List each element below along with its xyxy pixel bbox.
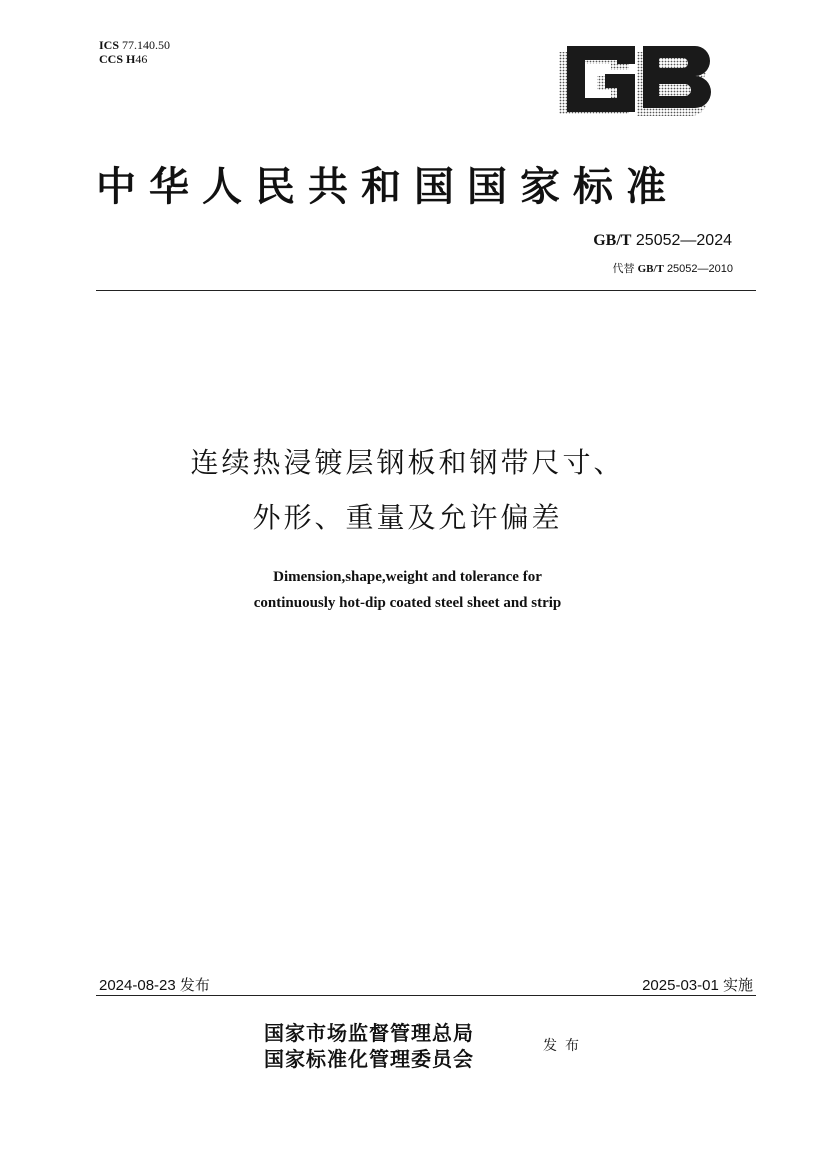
replaces-prefix: GB/T	[637, 263, 664, 275]
implementation-date	[642, 974, 753, 995]
bottom-divider	[96, 995, 756, 996]
classification-codes	[99, 38, 170, 66]
issue-date	[99, 974, 210, 995]
issue-date-value: 2024-08-23	[99, 977, 176, 994]
implementation-date-value: 2025-03-01	[642, 977, 719, 994]
ccs-line	[99, 52, 170, 66]
standard-number-prefix: GB/T	[593, 232, 632, 249]
standard-number	[593, 232, 732, 250]
chinese-title-line-2: 外形、重量及允许偏差	[252, 501, 563, 534]
ccs-code-prefix: H	[126, 52, 136, 66]
issuing-authority-1: 国家市场监督管理总局	[264, 1021, 474, 1045]
country-standard-title: 中华人民共和国国家标准	[96, 163, 679, 210]
chinese-title-line-1: 连续热浸镀层钢板和钢带尺寸、	[190, 446, 625, 479]
ics-code: 77.140.50	[122, 38, 171, 52]
issue-word: 发布	[179, 977, 210, 994]
replaces-standard	[613, 260, 733, 276]
top-divider	[96, 290, 756, 291]
publish-label: 发布	[543, 1038, 587, 1054]
ccs-code-number: 46	[135, 52, 148, 66]
issuing-authority-2: 国家标准化管理委员会	[264, 1047, 474, 1071]
standard-number-value: 25052—2024	[635, 232, 732, 249]
ics-line	[99, 38, 170, 52]
implementation-word: 实施	[722, 977, 753, 994]
ccs-label: CCS	[99, 52, 124, 66]
ics-label: ICS	[99, 38, 120, 52]
gb-logo	[553, 42, 713, 118]
replaces-word: 代替	[612, 263, 635, 275]
replaces-number: 25052—2010	[666, 263, 733, 275]
english-title-line-2: continuously hot-dip coated steel sheet and strip	[253, 595, 562, 611]
english-title-line-1: Dimension,shape,weight and tolerance for	[273, 569, 542, 585]
